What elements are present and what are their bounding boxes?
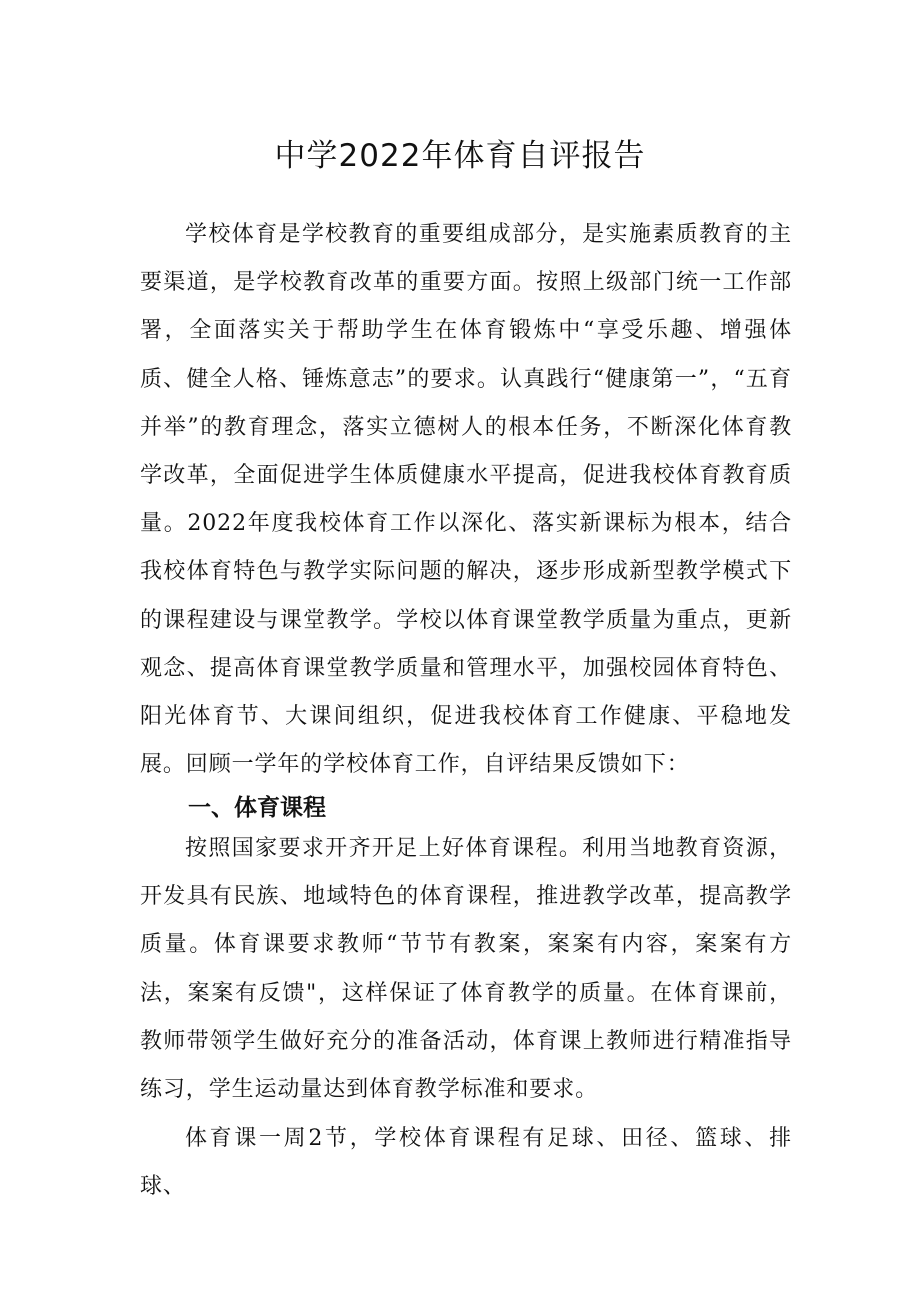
- intro-paragraph: 学校体育是学校教育的重要组成部分，是实施素质教育的主要渠道，是学校教育改革的重要方面。按照上级部门统一工作部署，全面落实关于帮助学生在体育锻炼中“享受乐趣、增强体质、健全人格、锤炼意志”的要求。认真践行“健康第一”，“五育并举”的教育理念，落实立德树人的根本任务，不断深化体育教学改革，全面促进学生体质健康水平提高，促进我校体育教育质量。2022年度我校体育工作以深化、落实新课标为根本，结合我校体育特色与教学实际问题的解决，逐步形成新型教学模式下的课程建设与课堂教学。学校以体育课堂教学质量为重点，更新观念、提高体育课堂教学质量和管理水平，加强校园体育特色、阳光体育节、大课间组织，促进我校体育工作健康、平稳地发展。回顾一学年的学校体育工作，自评结果反馈如下：: [140, 222, 792, 778]
- document-title: 中学2022年体育自评报告: [274, 138, 646, 174]
- section-heading: 一、体育课程: [188, 795, 326, 821]
- course-paragraph: 按照国家要求开齐开足上好体育课程。利用当地教育资源，开发具有民族、地域特色的体育课程，推进教学改革，提高教学质量。体育课要求教师“节节有教案，案案有内容，案案有方法，案案有反馈"，这样保证了体育教学的质量。在体育课前，教师带领学生做好充分的准备活动，体育课上教师进行精准指导练习，学生运动量达到体育教学标准和要求。: [140, 836, 792, 1103]
- course-schedule-paragraph: 体育课一周2节，学校体育课程有足球、田径、篮球、排球、: [140, 1126, 792, 1200]
